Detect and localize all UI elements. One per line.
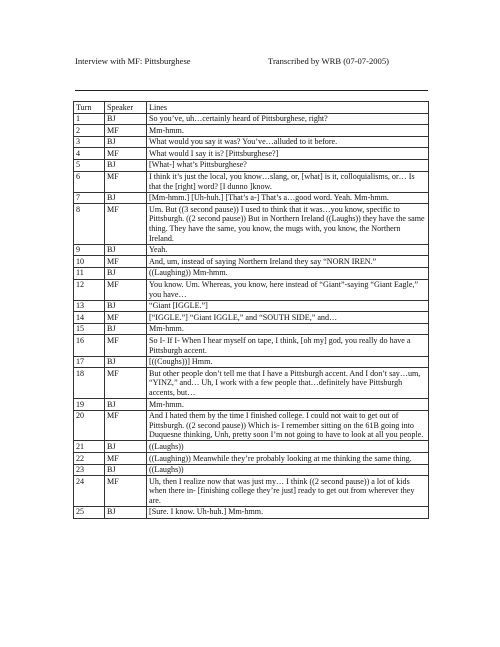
turn-cell: 22: [74, 453, 105, 465]
speaker-cell: BJ: [105, 113, 147, 125]
speaker-cell: MF: [105, 335, 147, 356]
table-row: [74, 335, 429, 356]
line-cell: ((Laughing)) Meanwhile they’re probably looking at me thinking the same thing.: [147, 453, 429, 465]
line-cell: [Mm-hmm.] [Uh-huh.] [That’s a-] That’s a…good word. Yeah. Mm-hmm.: [147, 192, 429, 204]
speaker-cell: BJ: [105, 464, 147, 476]
speaker-cell: MF: [105, 256, 147, 268]
line-cell: So I- If I- When I hear myself on tape, I think, [oh my] god, you really do have a Pittsburgh accent.: [147, 335, 429, 356]
speaker-cell: MF: [105, 453, 147, 465]
turn-cell: 8: [74, 204, 105, 244]
line-cell: You know. Um. Whereas, you know, here instead of “Giant”-saying “Giant Eagle,” you have…: [147, 279, 429, 300]
speaker-cell: MF: [105, 368, 147, 399]
turn-cell: 18: [74, 368, 105, 399]
turn-cell: 9: [74, 244, 105, 256]
turn-cell: 7: [74, 192, 105, 204]
turn-cell: 10: [74, 256, 105, 268]
table-row: [74, 171, 429, 192]
table-row: [74, 279, 429, 300]
column-header-speaker: Speaker: [105, 102, 147, 114]
speaker-cell: MF: [105, 171, 147, 192]
table-row: [74, 399, 429, 411]
table-row: [74, 356, 429, 368]
table-row: [74, 192, 429, 204]
table-row: [74, 267, 429, 279]
turn-cell: 5: [74, 159, 105, 171]
line-cell: Mm-hmm.: [147, 399, 429, 411]
table-row: [74, 113, 429, 125]
line-cell: What would you say it was? You’ve…alluded to it before.: [147, 136, 429, 148]
line-cell: And I hated them by the time I finished college. I could not wait to get out of Pittsburgh. ((2 second pause)) Which is- I remember sitting on the 61B going into Duquesne thinking, Unh, pretty soon I’m not going to have to look at all you people.: [147, 410, 429, 441]
speaker-cell: BJ: [105, 506, 147, 518]
speaker-cell: MF: [105, 125, 147, 137]
line-cell: Mm-hmm.: [147, 125, 429, 137]
turn-cell: 23: [74, 464, 105, 476]
turn-cell: 1: [74, 113, 105, 125]
turn-cell: 12: [74, 279, 105, 300]
line-cell: Yeah.: [147, 244, 429, 256]
line-cell: ((Laughs)): [147, 464, 429, 476]
speaker-cell: BJ: [105, 136, 147, 148]
line-cell: “Giant [IGGLE.”]: [147, 300, 429, 312]
speaker-cell: BJ: [105, 323, 147, 335]
turn-cell: 4: [74, 148, 105, 160]
header-divider: [75, 90, 428, 91]
table-row: [74, 256, 429, 268]
transcript-table: [73, 101, 429, 519]
turn-cell: 2: [74, 125, 105, 137]
turn-cell: 13: [74, 300, 105, 312]
speaker-cell: MF: [105, 204, 147, 244]
table-row: [74, 125, 429, 137]
turn-cell: 14: [74, 312, 105, 324]
turn-cell: 17: [74, 356, 105, 368]
table-row: [74, 476, 429, 507]
speaker-cell: MF: [105, 279, 147, 300]
turn-cell: 3: [74, 136, 105, 148]
speaker-cell: MF: [105, 476, 147, 507]
turn-cell: 21: [74, 441, 105, 453]
turn-cell: 19: [74, 399, 105, 411]
speaker-cell: MF: [105, 312, 147, 324]
column-header-lines: Lines: [147, 102, 429, 114]
table-row: [74, 159, 429, 171]
table-row: [74, 136, 429, 148]
header-title: Interview with MF: Pittsburghese: [75, 56, 191, 66]
table-row: [74, 323, 429, 335]
table-row: [74, 204, 429, 244]
speaker-cell: BJ: [105, 399, 147, 411]
line-cell: I think it’s just the local, you know…slang, or, [what] is it, colloquialisms, or… Is that the [right] word? [I dunno ]know.: [147, 171, 429, 192]
table-row: [74, 464, 429, 476]
header-transcriber: Transcribed by WRB (07-07-2005): [268, 56, 390, 66]
table-row: [74, 148, 429, 160]
speaker-cell: BJ: [105, 356, 147, 368]
table-row: [74, 441, 429, 453]
speaker-cell: BJ: [105, 159, 147, 171]
line-cell: ((Laughing)) Mm-hmm.: [147, 267, 429, 279]
table-row: [74, 300, 429, 312]
speaker-cell: BJ: [105, 441, 147, 453]
line-cell: But other people don’t tell me that I have a Pittsburgh accent. And I don’t say…um, “YINZ,” and… Uh, I work with a few people that…definitely have Pittsburgh accents, but…: [147, 368, 429, 399]
turn-cell: 20: [74, 410, 105, 441]
table-row: [74, 368, 429, 399]
column-header-turn: Turn: [74, 102, 105, 114]
line-cell: Mm-hmm.: [147, 323, 429, 335]
line-cell: [“IGGLE.”] “Giant IGGLE,” and “SOUTH SIDE,” and…: [147, 312, 429, 324]
line-cell: ((Laughs)): [147, 441, 429, 453]
turn-cell: 25: [74, 506, 105, 518]
turn-cell: 11: [74, 267, 105, 279]
line-cell: And, um, instead of saying Northern Ireland they say “NORN IREN.”: [147, 256, 429, 268]
table-row: [74, 506, 429, 518]
speaker-cell: BJ: [105, 192, 147, 204]
table-row: [74, 453, 429, 465]
line-cell: [Sure. I know. Uh-huh.] Mm-hmm.: [147, 506, 429, 518]
table-row: [74, 244, 429, 256]
table-row: [74, 312, 429, 324]
line-cell: So you’ve, uh…certainly heard of Pittsburghese, right?: [147, 113, 429, 125]
turn-cell: 16: [74, 335, 105, 356]
speaker-cell: BJ: [105, 244, 147, 256]
line-cell: Uh, then I realize now that was just my… I think ((2 second pause)) a lot of kids when there in- [finishing college they’re just] ready to get out from wherever they are.: [147, 476, 429, 507]
speaker-cell: MF: [105, 410, 147, 441]
turn-cell: 15: [74, 323, 105, 335]
speaker-cell: BJ: [105, 300, 147, 312]
line-cell: Um. But ((3 second pause)) I used to think that it was…you know, specific to Pittsburgh. ((2 second pause)) But in Northern Ireland ((Laughs)) they have the same thing. They have the same, you know, the mugs with, you know, the Northern Ireland.: [147, 204, 429, 244]
turn-cell: 24: [74, 476, 105, 507]
table-header-row: [74, 102, 429, 114]
turn-cell: 6: [74, 171, 105, 192]
line-cell: [((Coughs))] Hmm.: [147, 356, 429, 368]
speaker-cell: MF: [105, 148, 147, 160]
table-row: [74, 410, 429, 441]
line-cell: [What-] what’s Pittsburghese?: [147, 159, 429, 171]
line-cell: What would I say it is? [Pittsburghese?]: [147, 148, 429, 160]
speaker-cell: BJ: [105, 267, 147, 279]
